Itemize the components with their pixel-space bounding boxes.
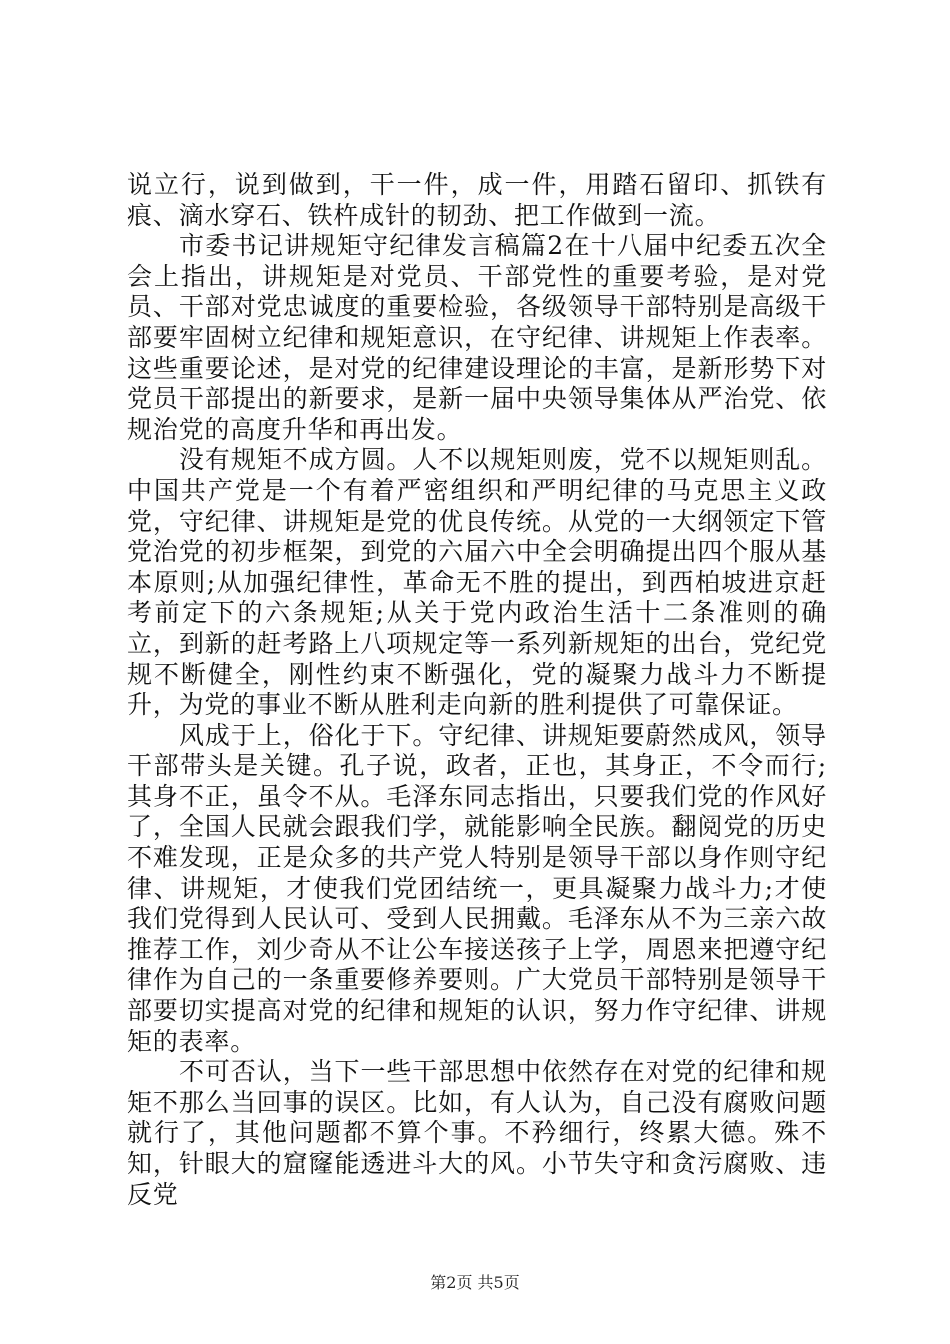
paragraph: 不可否认，当下一些干部思想中依然存在对党的纪律和规矩不那么当回事的误区。比如，有人认为，自己没有腐败问题就行了，其他问题都不算个事。不矜细行，终累大德。殊不知，针眼大的窟窿能透进斗大的风。小节失守和贪污腐败、违反党 xyxy=(127,1057,827,1209)
document-body xyxy=(127,170,827,1210)
page-number-label: 第2页 共5页 xyxy=(430,1273,520,1292)
page-footer xyxy=(0,1270,950,1293)
paragraph-continuation: 说立行，说到做到，干一件，成一件，用踏石留印、抓铁有痕、滴水穿石、铁杵成针的韧劲、把工作做到一流。 xyxy=(127,170,827,230)
paragraph: 风成于上，俗化于下。守纪律、讲规矩要蔚然成风，领导干部带头是关键。孔子说，政者，正也，其身正，不令而行;其身不正，虽令不从。毛泽东同志指出，只要我们党的作风好了，全国人民就会跟我们学，就能影响全民族。翻阅党的历史不难发现，正是众多的共产党人特别是领导干部以身作则守纪律、讲规矩，才使我们党团结统一，更具凝聚力战斗力;才使我们党得到人民认可、受到人民拥戴。毛泽东从不为三亲六故推荐工作，刘少奇从不让公车接送孩子上学，周恩来把遵守纪律作为自己的一条重要修养要则。广大党员干部特别是领导干部要切实提高对党的纪律和规矩的认识，努力作守纪律、讲规矩的表率。 xyxy=(127,720,827,1056)
paragraph: 没有规矩不成方圆。人不以规矩则废，党不以规矩则乱。中国共产党是一个有着严密组织和严明纪律的马克思主义政党，守纪律、讲规矩是党的优良传统。从党的一大纲领定下管党治党的初步框架，到党的六届六中全会明确提出四个服从基本原则;从加强纪律性，革命无不胜的提出，到西柏坡进京赶考前定下的六条规矩;从关于党内政治生活十二条准则的确立，到新的赶考路上八项规定等一系列新规矩的出台，党纪党规不断健全，刚性约束不断强化，党的凝聚力战斗力不断提升，为党的事业不断从胜利走向新的胜利提供了可靠保证。 xyxy=(127,445,827,720)
paragraph: 市委书记讲规矩守纪律发言稿篇2在十八届中纪委五次全会上指出，讲规矩是对党员、干部党性的重要考验，是对党员、干部对党忠诚度的重要检验，各级领导干部特别是高级干部要牢固树立纪律和规矩意识，在守纪律、讲规矩上作表率。这些重要论述，是对党的纪律建设理论的丰富，是新形势下对党员干部提出的新要求，是新一届中央领导集体从严治党、依规治党的高度升华和再出发。 xyxy=(127,231,827,444)
